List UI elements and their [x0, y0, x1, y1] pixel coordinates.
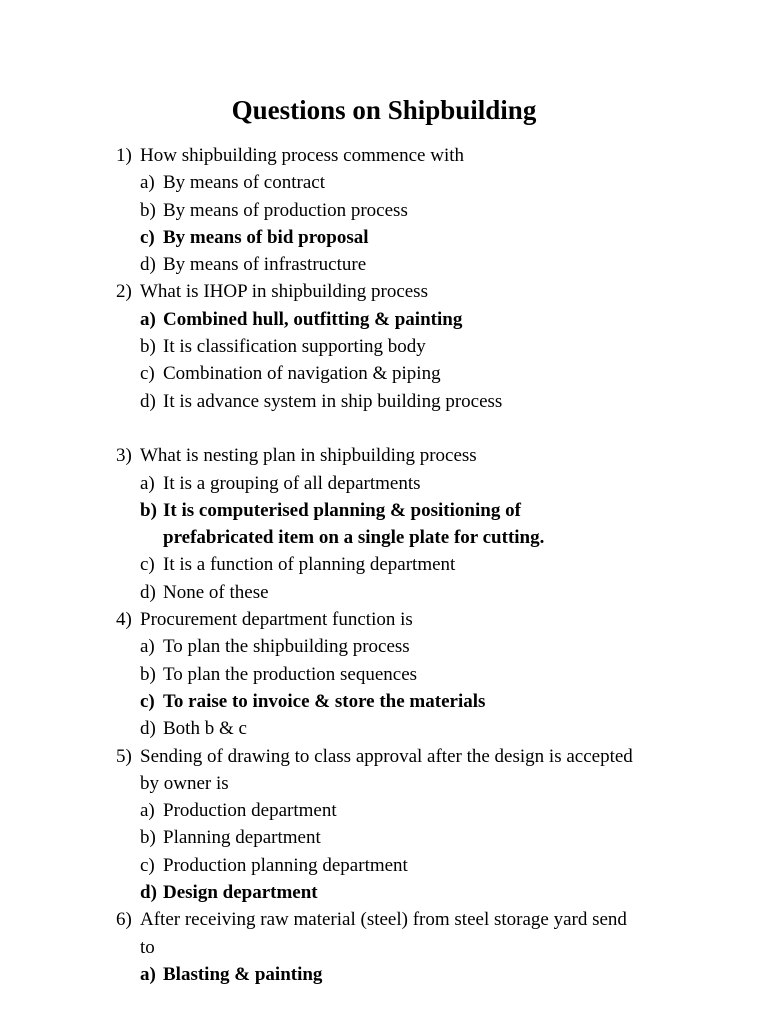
answer-option: [116, 169, 716, 196]
option-letter: c): [140, 226, 155, 248]
option-letter: b): [140, 199, 156, 221]
option-text: It is computerised planning & positioning of: [163, 499, 521, 521]
question-line: [116, 743, 716, 770]
option-text: To plan the production sequences: [163, 663, 418, 685]
answer-option-correct: [116, 224, 716, 251]
question-text: Procurement department function is: [140, 609, 413, 631]
question-number: 6): [116, 909, 132, 931]
option-text: Production planning department: [163, 854, 408, 876]
answer-option: [116, 824, 716, 851]
option-text: None of these: [163, 581, 269, 603]
page-title: Questions on Shipbuilding: [231, 95, 537, 125]
answer-option: [116, 715, 716, 742]
answer-option: [116, 579, 716, 606]
option-text: It is classification supporting body: [163, 336, 426, 358]
option-text: It is a function of planning department: [163, 554, 456, 576]
answer-option: [116, 797, 716, 824]
option-text: It is a grouping of all departments: [163, 472, 421, 494]
option-text: Combined hull, outfitting & painting: [163, 308, 463, 330]
question-number: 5): [116, 745, 132, 767]
option-letter: a): [140, 472, 155, 494]
option-letter: b): [140, 663, 156, 685]
option-letter: b): [140, 336, 156, 358]
option-text: By means of production process: [163, 199, 408, 221]
answer-option: [116, 388, 716, 415]
answer-option-correct: [116, 524, 716, 551]
option-letter: b): [140, 499, 157, 521]
answer-option: [116, 470, 716, 497]
answer-option-correct: [116, 961, 716, 988]
question-number: 3): [116, 445, 132, 467]
option-letter: b): [140, 827, 156, 849]
question-line: [116, 906, 716, 933]
option-text: Design department: [163, 882, 318, 904]
option-text: prefabricated item on a single plate for cutting.: [163, 527, 545, 549]
question-text: After receiving raw material (steel) from steel storage yard send: [140, 909, 627, 931]
option-letter: d): [140, 581, 156, 603]
question-line: [116, 770, 716, 797]
answer-option: [116, 633, 716, 660]
option-letter: a): [140, 172, 155, 194]
option-letter: a): [140, 636, 155, 658]
option-text: Both b & c: [163, 718, 247, 740]
question-text: by owner is: [140, 772, 229, 794]
section-gap: [116, 415, 716, 442]
option-letter: d): [140, 390, 156, 412]
option-letter: c): [140, 554, 155, 576]
option-text: To plan the shipbuilding process: [163, 636, 410, 658]
question-text: Sending of drawing to class approval after the design is accepted: [140, 745, 633, 767]
answer-option: [116, 852, 716, 879]
option-text: It is advance system in ship building process: [163, 390, 503, 412]
question-line: [116, 934, 716, 961]
question-number: 1): [116, 145, 132, 166]
question-number: 4): [116, 609, 132, 631]
answer-option: [116, 360, 716, 387]
option-text: By means of contract: [163, 172, 325, 194]
option-text: Combination of navigation & piping: [163, 363, 441, 385]
option-letter: d): [140, 254, 156, 276]
option-letter: c): [140, 690, 155, 712]
option-letter: c): [140, 854, 155, 876]
option-letter: a): [140, 308, 156, 330]
answer-option: [116, 551, 716, 578]
option-text: Production department: [163, 800, 337, 822]
option-text: Blasting & painting: [163, 963, 323, 985]
option-text: By means of infrastructure: [163, 254, 367, 276]
answer-option-correct: [116, 306, 716, 333]
question-line: [116, 442, 716, 469]
question-line: [116, 142, 716, 169]
option-letter: d): [140, 718, 156, 740]
answer-option-correct: [116, 879, 716, 906]
question-text: to: [140, 936, 155, 958]
answer-option: [116, 333, 716, 360]
answer-option: [116, 661, 716, 688]
option-letter: d): [140, 882, 157, 904]
option-text: To raise to invoice & store the materials: [163, 690, 486, 712]
question-text: What is IHOP in shipbuilding process: [140, 281, 428, 303]
option-text: Planning department: [163, 827, 321, 849]
answer-option: [116, 251, 716, 278]
answer-option: [116, 197, 716, 224]
question-text: What is nesting plan in shipbuilding process: [140, 445, 477, 467]
option-letter: c): [140, 363, 155, 385]
option-letter: a): [140, 963, 156, 985]
option-letter: a): [140, 800, 155, 822]
question-line: [116, 278, 716, 305]
question-text: How shipbuilding process commence with: [140, 145, 465, 166]
question-line: [116, 606, 716, 633]
question-list: [116, 142, 716, 988]
answer-option-correct: [116, 497, 716, 524]
option-text: By means of bid proposal: [163, 226, 369, 248]
answer-option-correct: [116, 688, 716, 715]
question-number: 2): [116, 281, 132, 303]
